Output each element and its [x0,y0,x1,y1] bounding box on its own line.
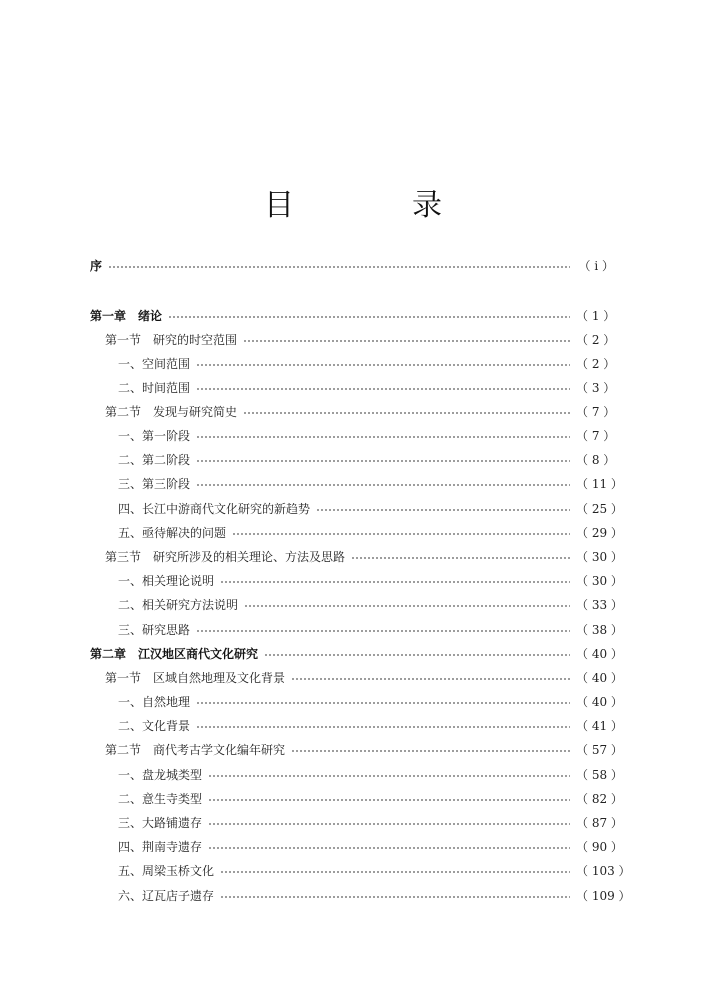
toc-entry-label: 三、大路铺遗存 [118,815,203,830]
toc-subsection-entry [118,763,623,785]
toc-entry-label: 三、研究思路 [118,622,191,637]
toc-chapter-entry [90,254,614,276]
toc-page-number: （ 1 ） [576,308,616,323]
toc-entry-label: 二、相关研究方法说明 [118,597,239,612]
toc-page-number: （ 40 ） [576,694,623,709]
toc-subsection-entry [118,714,623,736]
toc-entry-label: 一、自然地理 [118,694,191,709]
toc-entry-label: 序 [90,258,103,273]
toc-entry-label: 第一节 区域自然地理及文化背景 [105,670,286,685]
toc-subsection-entry [118,497,623,519]
toc-page-number: （ 87 ） [576,815,623,830]
toc-page-number: （ 2 ） [576,356,616,371]
toc-entry-label: 四、长江中游商代文化研究的新趋势 [118,501,311,516]
dot-leader [264,654,570,656]
toc-section-entry [105,328,614,350]
dot-leader [196,388,570,390]
dot-leader [291,750,570,752]
toc-entry-label: 一、盘龙城类型 [118,767,203,782]
toc-entry-label: 第三节 研究所涉及的相关理论、方法及思路 [105,549,346,564]
toc-subsection-entry [118,448,614,470]
toc-page-number: （ 109 ） [576,888,631,903]
toc-subsection-entry [118,618,623,640]
dot-leader [196,630,570,632]
dot-leader [196,364,570,366]
toc-page-number: （ 38 ） [576,622,623,637]
dot-leader [208,823,570,825]
dot-leader [208,847,570,849]
toc-subsection-entry [118,884,631,906]
toc-entry-label: 五、亟待解决的问题 [118,525,227,540]
toc-page-number: （ 30 ） [576,549,623,564]
toc-page-number: （ i ） [578,258,614,273]
toc-entry-label: 第二节 发现与研究简史 [105,404,238,419]
toc-page-number: （ 3 ） [576,380,616,395]
toc-subsection-entry [118,376,614,398]
toc-entry-label: 四、荆南寺遗存 [118,839,203,854]
dot-leader [220,581,570,583]
toc-entry-label: 第一章 绪论 [90,308,163,323]
page-title: 目 录 [264,188,486,223]
dot-leader [196,436,570,438]
toc-entry-label: 第一节 研究的时空范围 [105,332,238,347]
toc-page-number: （ 25 ） [576,501,623,516]
toc-page-number: （ 8 ） [576,452,616,467]
toc-subsection-entry [118,352,614,374]
toc-entry-label: 五、周梁玉桥文化 [118,863,215,878]
toc-subsection-entry [118,859,631,881]
dot-leader [232,533,570,535]
dot-leader [196,702,570,704]
dot-leader [220,896,570,898]
toc-page-number: （ 40 ） [576,646,623,661]
dot-leader [208,775,570,777]
toc-section-entry [105,666,623,688]
toc-entry-label: 第二节 商代考古学文化编年研究 [105,742,286,757]
toc-subsection-entry [118,569,623,591]
dot-leader [351,557,570,559]
toc-subsection-entry [118,835,623,857]
toc-page-number: （ 58 ） [576,767,623,782]
toc-page-number: （ 103 ） [576,863,631,878]
toc-entry-label: 六、辽瓦店子遗存 [118,888,215,903]
dot-leader [316,509,570,511]
dot-leader [220,871,570,873]
toc-entry-label: 一、第一阶段 [118,428,191,443]
toc-page-number: （ 41 ） [576,718,623,733]
toc-subsection-entry [118,811,623,833]
toc-subsection-entry [118,521,623,543]
toc-entry-label: 三、第三阶段 [118,476,191,491]
toc-subsection-entry [118,593,623,615]
dot-leader [208,799,570,801]
toc-section-entry [105,545,623,567]
toc-subsection-entry [118,787,623,809]
dot-leader [196,460,570,462]
toc-subsection-entry [118,690,623,712]
toc-section-entry [105,400,614,422]
toc-entry-label: 二、意生寺类型 [118,791,203,806]
toc-page-number: （ 7 ） [576,428,616,443]
dot-leader [196,726,570,728]
toc-subsection-entry [118,472,623,494]
toc-section-entry [105,738,623,760]
toc-page-number: （ 40 ） [576,670,623,685]
toc-page-number: （ 29 ） [576,525,623,540]
dot-leader [243,412,570,414]
dot-leader [291,678,570,680]
toc-entry-label: 二、时间范围 [118,380,191,395]
toc-chapter-entry [90,304,614,326]
toc-chapter-entry [90,642,623,664]
dot-leader [243,340,570,342]
toc-page-number: （ 2 ） [576,332,616,347]
toc-page-number: （ 90 ） [576,839,623,854]
toc-page-number: （ 82 ） [576,791,623,806]
toc-page-number: （ 33 ） [576,597,623,612]
toc-page-number: （ 30 ） [576,573,623,588]
toc-entry-label: 一、相关理论说明 [118,573,215,588]
dot-leader [244,605,570,607]
toc-subsection-entry [118,424,614,446]
toc-entry-label: 一、空间范围 [118,356,191,371]
toc-page-number: （ 11 ） [576,476,623,491]
toc-page-number: （ 57 ） [576,742,623,757]
toc-entry-label: 第二章 江汉地区商代文化研究 [90,646,259,661]
toc-page-number: （ 7 ） [576,404,616,419]
dot-leader [196,484,570,486]
toc-entry-label: 二、文化背景 [118,718,191,733]
dot-leader [108,266,570,268]
toc-entry-label: 二、第二阶段 [118,452,191,467]
dot-leader [168,316,570,318]
